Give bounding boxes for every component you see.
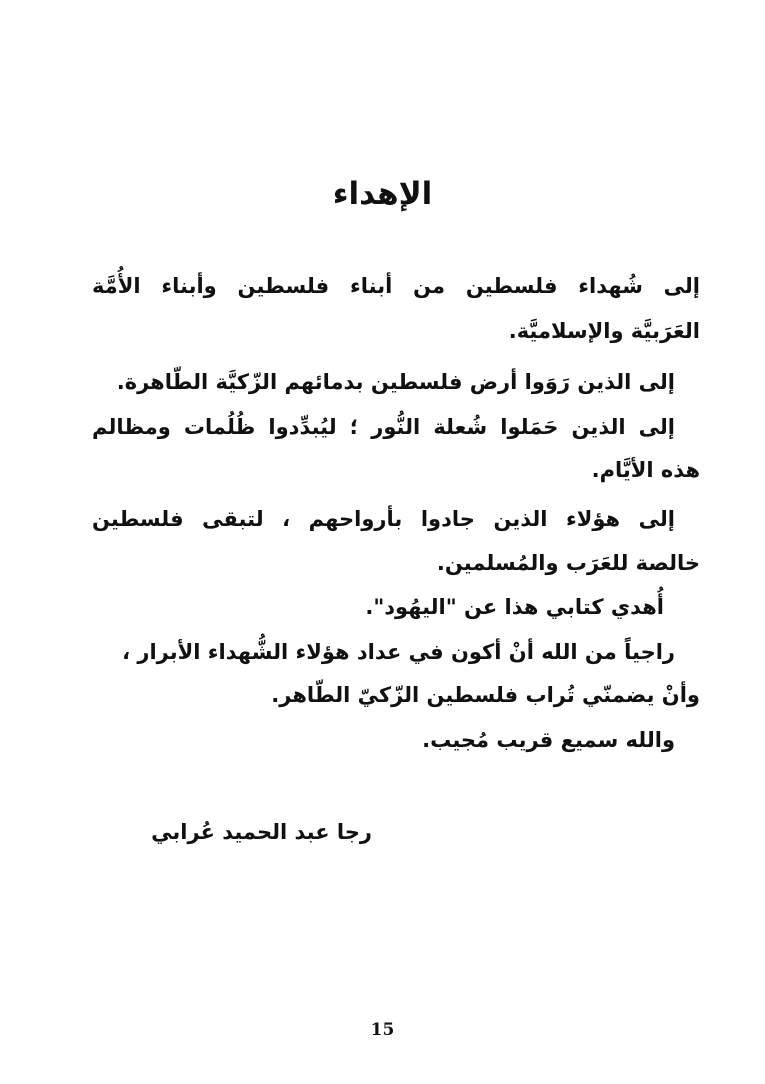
paragraph-5-line-1: أُهدي كتابي هذا عن "اليهُود". [365,595,664,619]
paragraph-6-line-2: وأنْ يضمنّي تُراب فلسطين الزّكيّ الطّاهر. [271,683,700,707]
paragraph-4-line-1: إلى هؤلاء الذين جادوا بأرواحهم ، لتبقى فلسطين [92,507,675,531]
page-number: 15 [370,1020,395,1040]
paragraph-1-line-1: إلى شُهداء فلسطين من أبناء فلسطين وأبناء الأُمَّة [92,274,700,298]
paragraph-4-line-2: خالصة للعَرَب والمُسلمين. [436,551,700,575]
author-signature: رجا عبد الحميد عُرابي [151,820,372,844]
paragraph-2-line-1: إلى الذين رَوَوا أرض فلسطين بدمائهم الزّكيَّة الطّاهرة. [116,370,675,394]
page-title: الإهداء [332,176,433,212]
paragraph-7-line-1: والله سميع قريب مُجيب. [422,728,675,752]
paragraph-1-line-2: العَرَبيَّة والإسلاميَّة. [508,319,700,343]
paragraph-3-line-1: إلى الذين حَمَلوا شُعلة النُّور ؛ ليُبدِّدوا ظُلُمات ومظالم [92,415,675,439]
paragraph-6-line-1: راجياً من الله أنْ أكون في عداد هؤلاء الشُّهداء الأبرار ، [122,640,675,664]
paragraph-3-line-2: هذه الأيَّام. [591,458,700,482]
